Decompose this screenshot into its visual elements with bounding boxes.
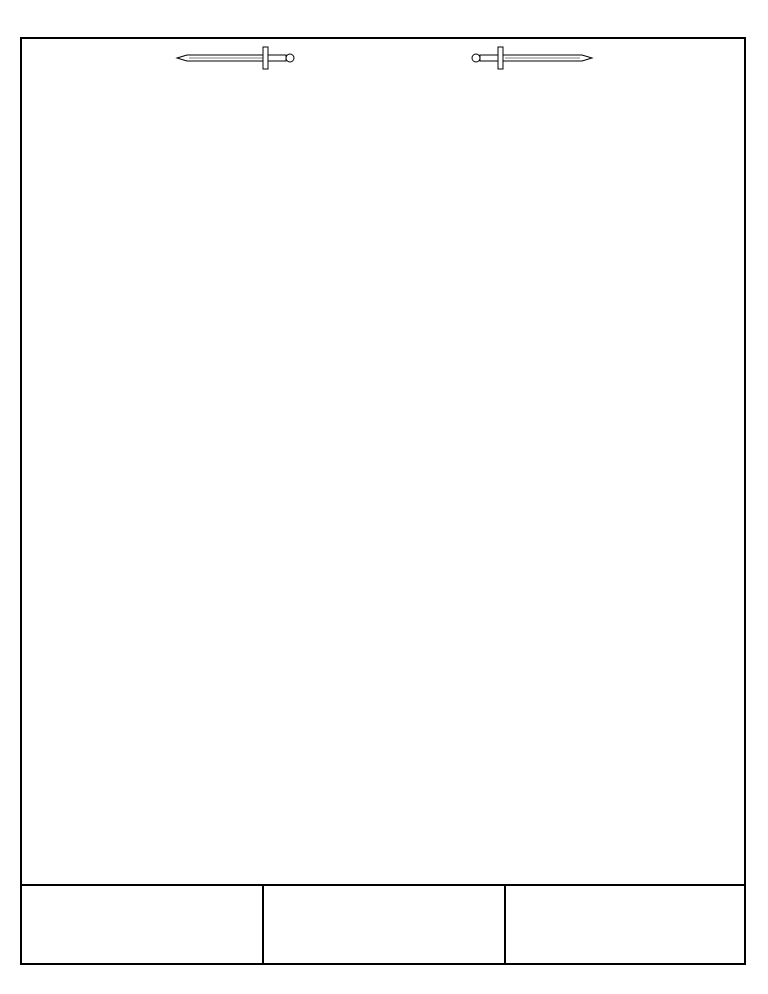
sword-right-icon xyxy=(470,44,594,72)
sword-left-icon xyxy=(175,44,295,72)
escalate-cell[interactable] xyxy=(505,885,746,965)
advance-cell[interactable] xyxy=(20,885,262,965)
challenge-cell[interactable] xyxy=(263,885,504,965)
character-sheet xyxy=(20,37,746,965)
